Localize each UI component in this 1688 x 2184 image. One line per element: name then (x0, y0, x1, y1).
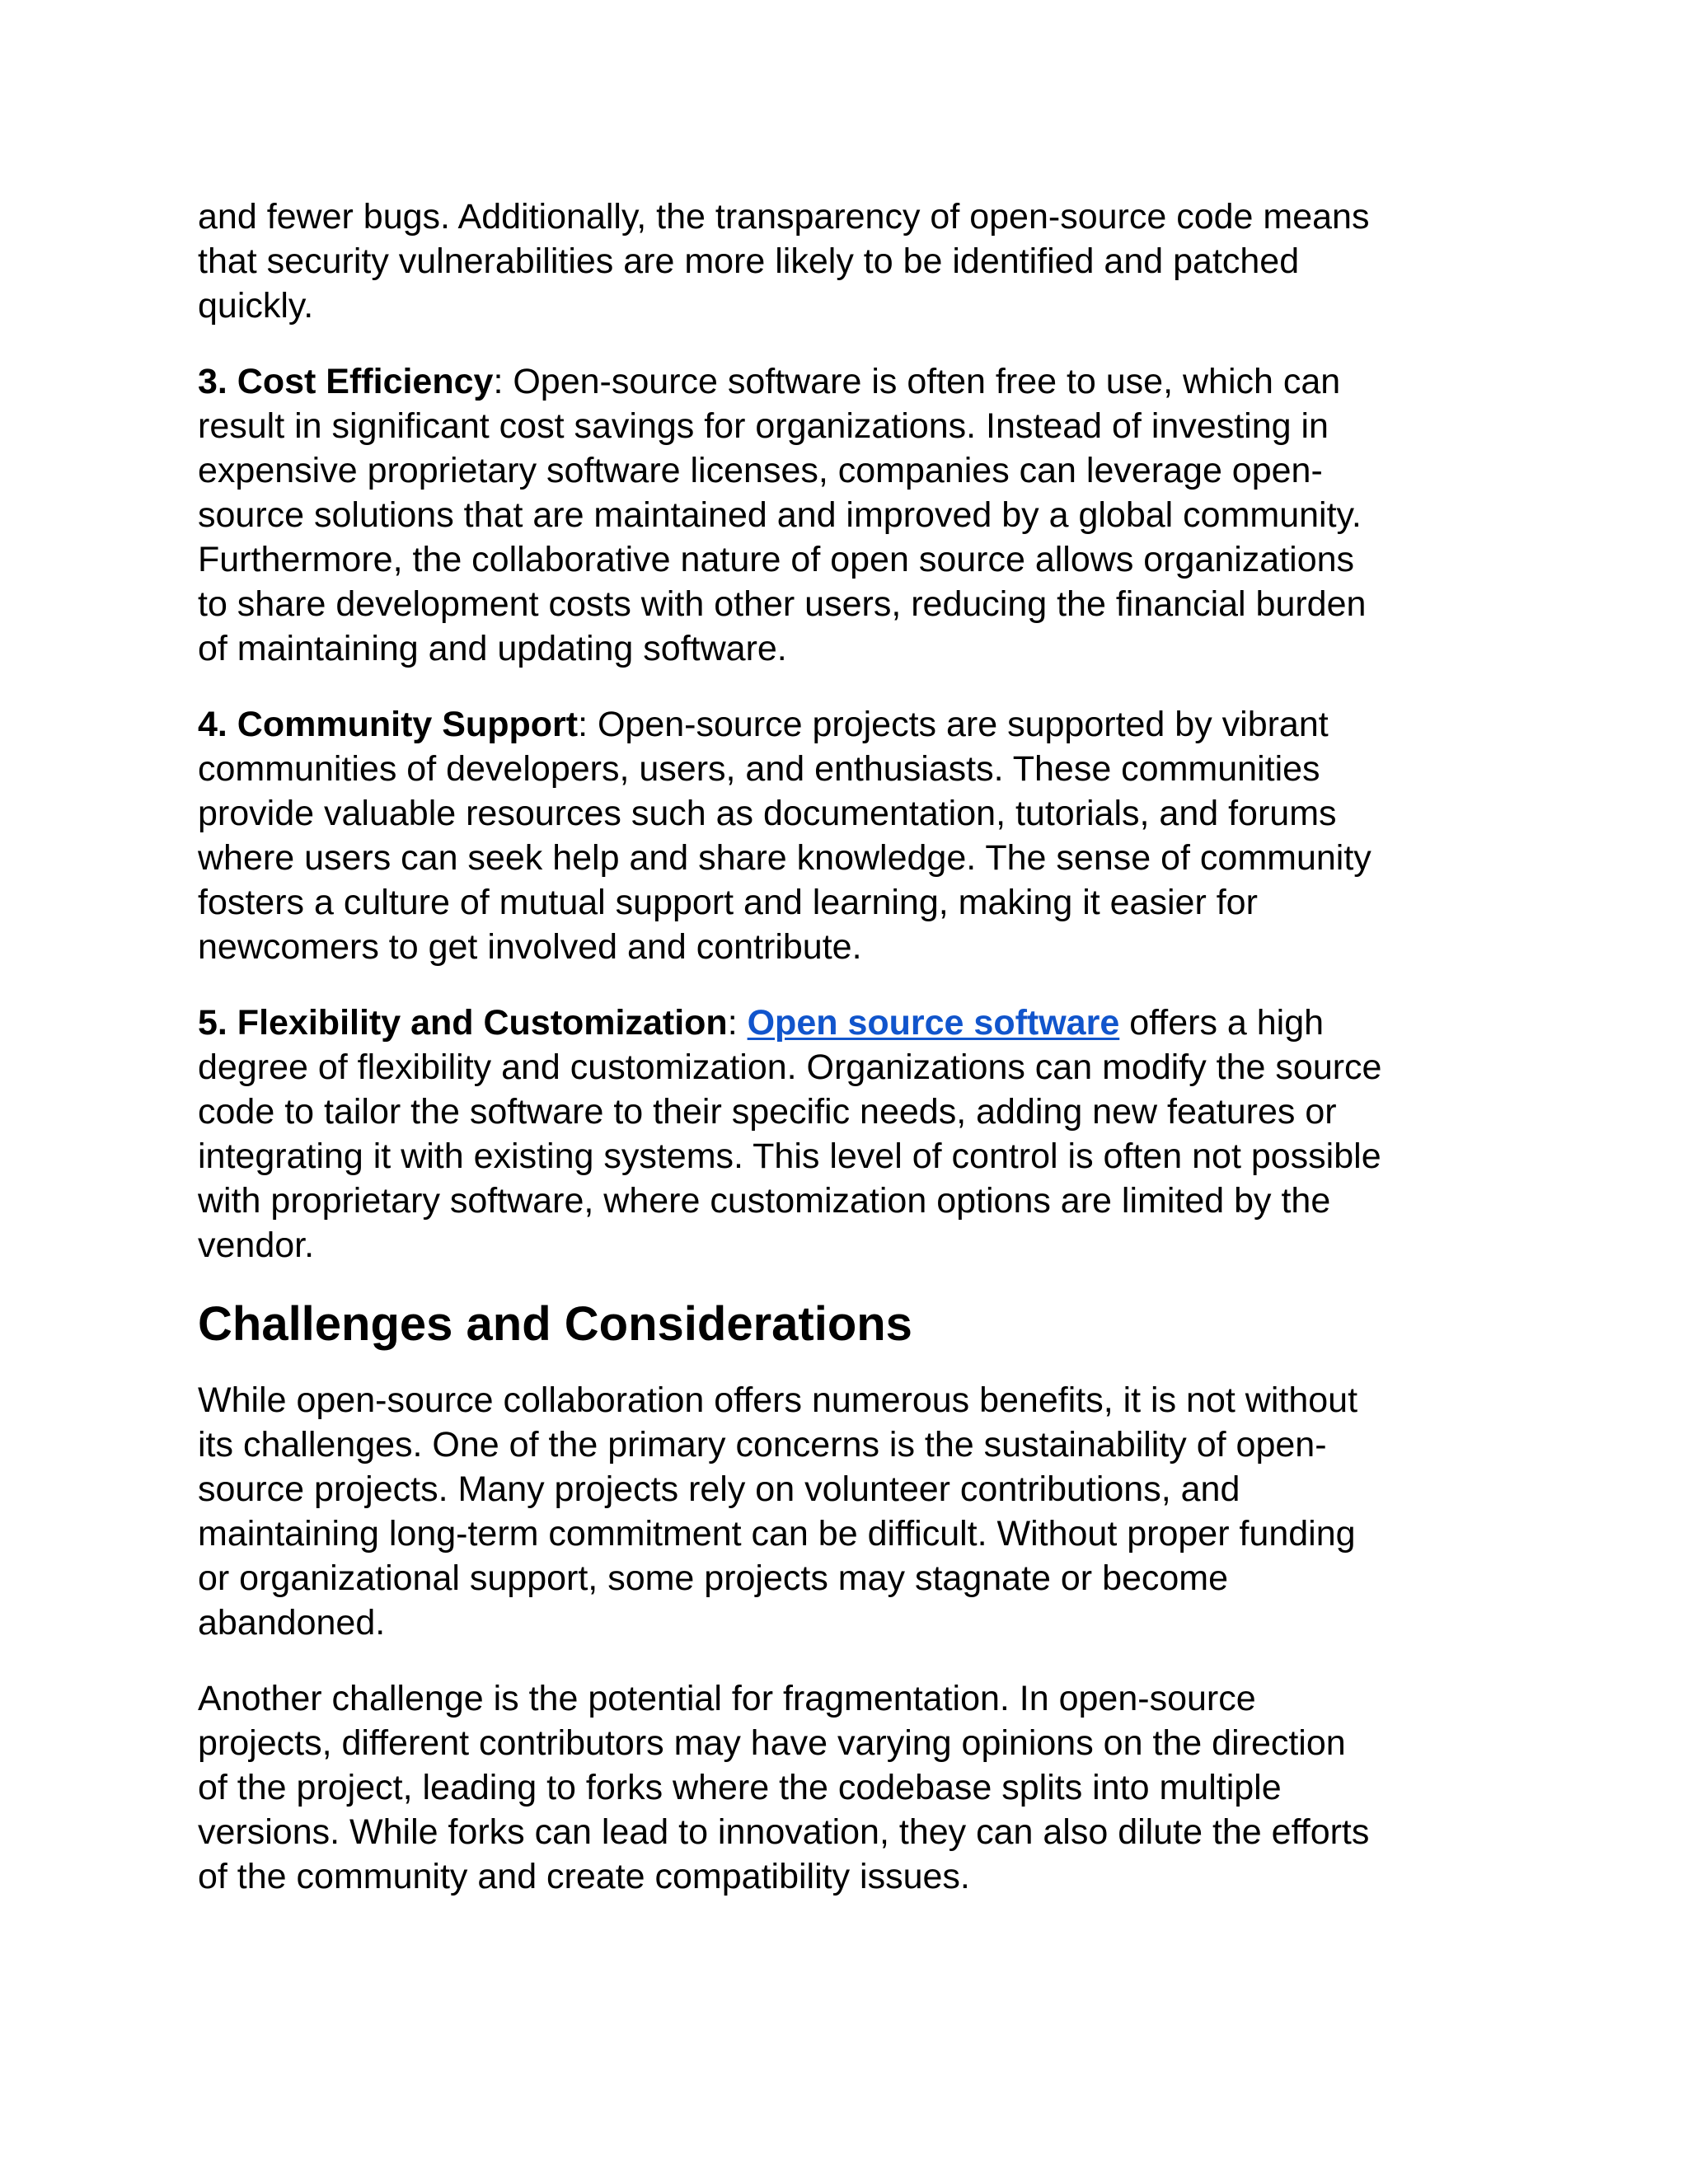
text-line: expensive proprietary software licenses, companies can leverage open- (198, 451, 1323, 490)
text-line: Another challenge is the potential for fragmentation. In open-source (198, 1679, 1256, 1718)
intro-paragraph (198, 194, 1490, 328)
open-source-software-link[interactable]: Open source software (747, 1003, 1120, 1043)
text-line: its challenges. One of the primary concerns is the sustainability of open- (198, 1425, 1327, 1465)
text-line: versions. While forks can lead to innovation, they can also dilute the efforts (198, 1812, 1370, 1852)
text-line: degree of flexibility and customization. Organizations can modify the source (198, 1047, 1382, 1087)
document-page (198, 194, 1490, 1899)
text-line: of maintaining and updating software. (198, 629, 787, 668)
text-line: result in significant cost savings for organizations. Instead of investing in (198, 406, 1329, 446)
text-line: and fewer bugs. Additionally, the transparency of open-source code means (198, 197, 1370, 237)
text-line: where users can seek help and share knowledge. The sense of community (198, 838, 1372, 878)
title-separator: : (727, 1003, 748, 1043)
text-line: maintaining long-term commitment can be difficult. Without proper funding (198, 1514, 1356, 1554)
text-line: source projects. Many projects rely on volunteer contributions, and (198, 1469, 1240, 1509)
title-separator: : (578, 705, 588, 744)
cost-efficiency-paragraph (198, 359, 1490, 671)
section-heading: Challenges and Considerations (198, 1297, 912, 1351)
item-title: 4. Community Support (198, 705, 579, 744)
text-line: provide valuable resources such as documentation, tutorials, and forums (198, 794, 1337, 833)
text-fragment: Open-source software is often free to use, which can (503, 362, 1341, 401)
text-line: to share development costs with other users, reducing the financial burden (198, 584, 1367, 624)
text-line: fosters a culture of mutual support and learning, making it easier for (198, 883, 1258, 922)
text-line: quickly. (198, 286, 314, 326)
text-line: vendor. (198, 1226, 315, 1265)
text-line: While open-source collaboration offers numerous benefits, it is not without (198, 1380, 1358, 1420)
text-line: or organizational support, some projects may stagnate or become (198, 1558, 1229, 1598)
text-line: communities of developers, users, and enthusiasts. These communities (198, 749, 1320, 789)
text-line: Furthermore, the collaborative nature of open source allows organizations (198, 540, 1355, 579)
text-line (198, 702, 1490, 747)
text-line (198, 1001, 1490, 1045)
item-title: 5. Flexibility and Customization (198, 1003, 728, 1043)
title-separator: : (493, 362, 504, 401)
text-line (198, 359, 1490, 404)
text-line: projects, different contributors may have varying opinions on the direction (198, 1723, 1346, 1763)
text-line: integrating it with existing systems. This level of control is often not possible (198, 1137, 1381, 1176)
community-support-paragraph (198, 702, 1490, 969)
text-line: with proprietary software, where customization options are limited by the (198, 1181, 1331, 1221)
text-fragment: Open-source projects are supported by vibrant (588, 705, 1329, 744)
challenges-paragraph-2 (198, 1676, 1490, 1899)
text-line: of the community and create compatibility issues. (198, 1857, 970, 1896)
text-line: source solutions that are maintained and improved by a global community. (198, 495, 1362, 535)
flexibility-paragraph (198, 1001, 1490, 1268)
text-line: abandoned. (198, 1603, 386, 1643)
challenges-paragraph-1 (198, 1378, 1490, 1645)
item-title: 3. Cost Efficiency (198, 362, 494, 401)
text-line: code to tailor the software to their specific needs, adding new features or (198, 1092, 1337, 1132)
text-line: newcomers to get involved and contribute. (198, 927, 862, 967)
text-line: that security vulnerabilities are more likely to be identified and patched (198, 241, 1300, 281)
text-fragment: offers a high (1119, 1003, 1325, 1043)
text-line: of the project, leading to forks where the codebase splits into multiple (198, 1768, 1282, 1807)
